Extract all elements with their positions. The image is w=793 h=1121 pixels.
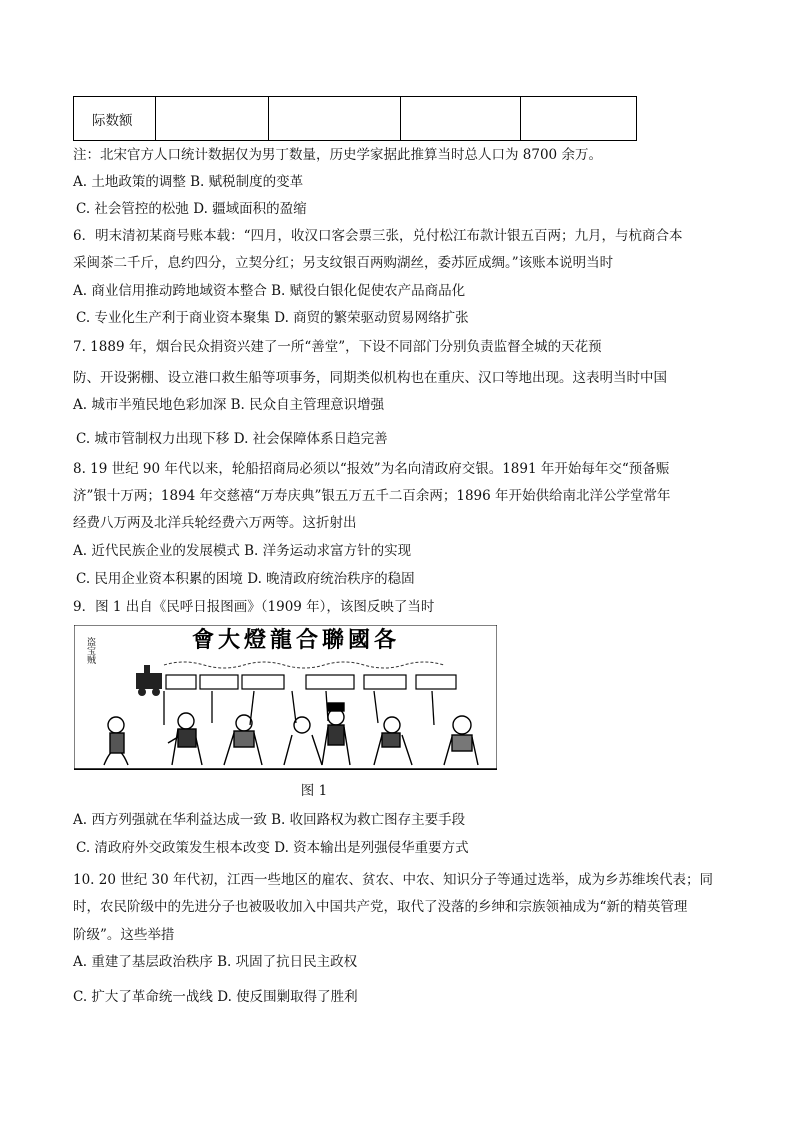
q5-option-cd: C. 社会管控的松弛 D. 疆域面积的盈缩 xyxy=(76,201,307,217)
q6-stem-line2: 采闽茶二千斤，息约四分，立契分红；另支纹银百两购湖丝，委苏匠成绸。”该账本说明当时 xyxy=(73,255,614,271)
q10-stem-line2: 时，农民阶级中的先进分子也被吸收加入中国共产党，取代了没落的乡绅和宗族领袖成为“新的精英管理 xyxy=(73,899,688,915)
data-table xyxy=(73,96,637,141)
figure-side-text: 盗宝贼 xyxy=(85,637,95,664)
q7-stem-line2: 防、开设粥棚、设立港口救生船等项事务，同期类似机构也在重庆、汉口等地出现。这表明当时中国 xyxy=(73,370,667,386)
table-cell xyxy=(156,97,269,141)
q8-option-cd: C. 民用企业资本积累的困境 D. 晚清政府统治秩序的稳固 xyxy=(76,571,415,587)
q9-stem: 9．图 1 出自《民呼日报图画》（1909 年），该图反映了当时 xyxy=(73,599,435,615)
q9-option-cd: C. 清政府外交政策发生根本改变 D. 资本输出是列强侵华重要方式 xyxy=(76,840,469,856)
q10-stem-line1: 10. 20 世纪 30 年代初，江西一些地区的雇农、贫农、中农、知识分子等通过选举，成为乡苏维埃代表；同 xyxy=(73,872,713,888)
q6-option-cd: C. 专业化生产利于商业资本聚集 D. 商贸的繁荣驱动贸易网络扩张 xyxy=(76,310,469,326)
figure-1-cartoon xyxy=(74,625,497,770)
table-cell xyxy=(521,97,637,141)
cartoon-illustration xyxy=(74,625,497,770)
q8-option-ab: A. 近代民族企业的发展模式 B. 洋务运动求富方针的实现 xyxy=(73,543,412,559)
q9-option-ab: A. 西方列强就在华利益达成一致 B. 收回路权为救亡图存主要手段 xyxy=(73,812,466,828)
q7-option-ab: A. 城市半殖民地色彩加深 B. 民众自主管理意识增强 xyxy=(73,397,385,413)
table-note: 注：北宋官方人口统计数据仅为男丁数量，历史学家据此推算当时总人口为 8700 余万。 xyxy=(73,147,602,163)
q6-stem-line1: 6．明末清初某商号账本载：“四月，收汉口客会票三张，兑付松江布款计银五百两；九月，与杭商合本 xyxy=(73,228,683,244)
q7-option-cd: C. 城市管制权力出现下移 D. 社会保障体系日趋完善 xyxy=(76,431,388,447)
figure-caption: 图 1 xyxy=(300,783,328,799)
q8-stem-line1: 8. 19 世纪 90 年代以来，轮船招商局必须以“报效”为名向清政府交银。1891 年开始每年交“预备赈 xyxy=(73,461,670,477)
table-cell-label: 际数额 xyxy=(74,97,156,141)
q6-option-ab: A. 商业信用推动跨地域资本整合 B. 赋役白银化促使农产品商品化 xyxy=(73,283,466,299)
q10-option-ab: A. 重建了基层政治秩序 B. 巩固了抗日民主政权 xyxy=(73,954,358,970)
q7-stem-line1: 7. 1889 年，烟台民众捐资兴建了一所“善堂”，下设不同部门分别负责监督全城的天花预 xyxy=(73,339,602,355)
q8-stem-line3: 经费八万两及北洋兵轮经费六万两等。这折射出 xyxy=(73,515,357,531)
q5-option-ab: A. 土地政策的调整 B. 赋税制度的变革 xyxy=(73,174,304,190)
q10-stem-line3: 阶级”。这些举措 xyxy=(73,927,175,943)
q10-option-cd: C. 扩大了革命统一战线 D. 使反围剿取得了胜利 xyxy=(73,989,358,1005)
q8-stem-line2: 济”银十万两；1894 年交慈禧“万寿庆典”银五万五千二百余两；1896 年开始供给南北洋公学堂常年 xyxy=(73,488,671,504)
table-row xyxy=(74,97,637,141)
table-cell xyxy=(269,97,401,141)
figure-banner: 會大燈龍合聯國各 xyxy=(191,627,401,653)
table-cell xyxy=(401,97,521,141)
